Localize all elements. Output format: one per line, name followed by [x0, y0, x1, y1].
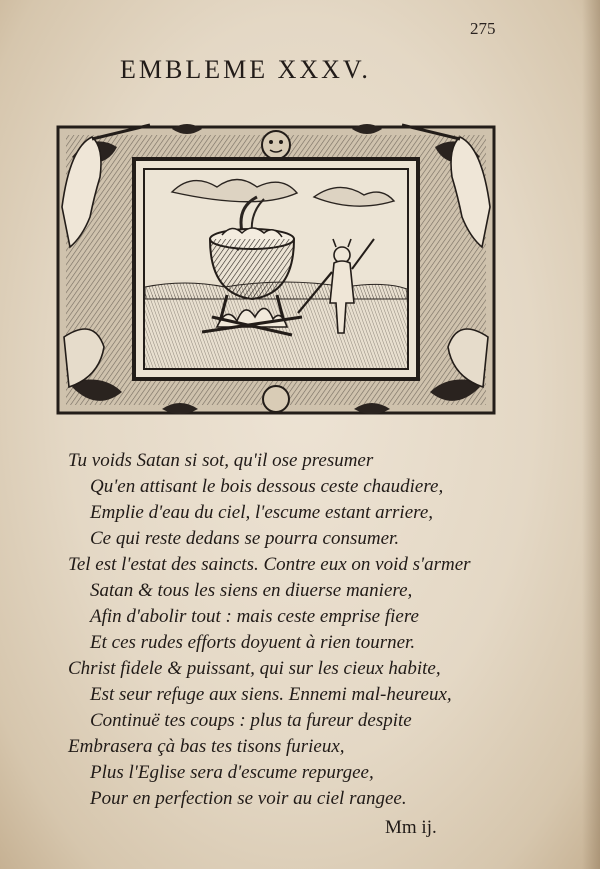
cauldron-scene [145, 170, 407, 368]
verse-line: Qu'en attisant le bois dessous ceste chaudiere, [90, 476, 444, 497]
emblem-woodcut [52, 117, 500, 419]
page-number: 275 [470, 19, 496, 38]
verse-line: Satan & tous les siens en diuerse maniere, [90, 580, 413, 601]
verse-line: Christ fidele & puissant, qui sur les cieux habite, [68, 658, 441, 679]
verse-line: Tu voids Satan si sot, qu'il ose presumer [68, 450, 374, 471]
gathering-signature: Mm ij. [385, 817, 437, 838]
verse-line: Plus l'Eglise sera d'escume repurgee, [90, 762, 374, 783]
verse-line: Emplie d'eau du ciel, l'escume estant arriere, [90, 502, 434, 523]
verse-line: Tel est l'estat des saincts. Contre eux on void s'armer [68, 554, 471, 575]
verse-line: Embrasera çà bas tes tisons furieux, [68, 736, 345, 757]
verse-line: Est seur refuge aux siens. Ennemi mal-heureux, [90, 684, 452, 705]
verse-line: Continuë tes coups : plus ta fureur despite [90, 710, 412, 731]
verse-line: Afin d'abolir tout : mais ceste emprise fiere [90, 606, 419, 627]
verse-line: Pour en perfection se voir au ciel rangee. [90, 788, 407, 809]
verse-line: Ce qui reste dedans se pourra consumer. [90, 528, 400, 549]
verse-line: Et ces rudes efforts doyuent à rien tourner. [90, 632, 416, 653]
emblem-title: EMBLEME XXXV. [120, 55, 371, 84]
